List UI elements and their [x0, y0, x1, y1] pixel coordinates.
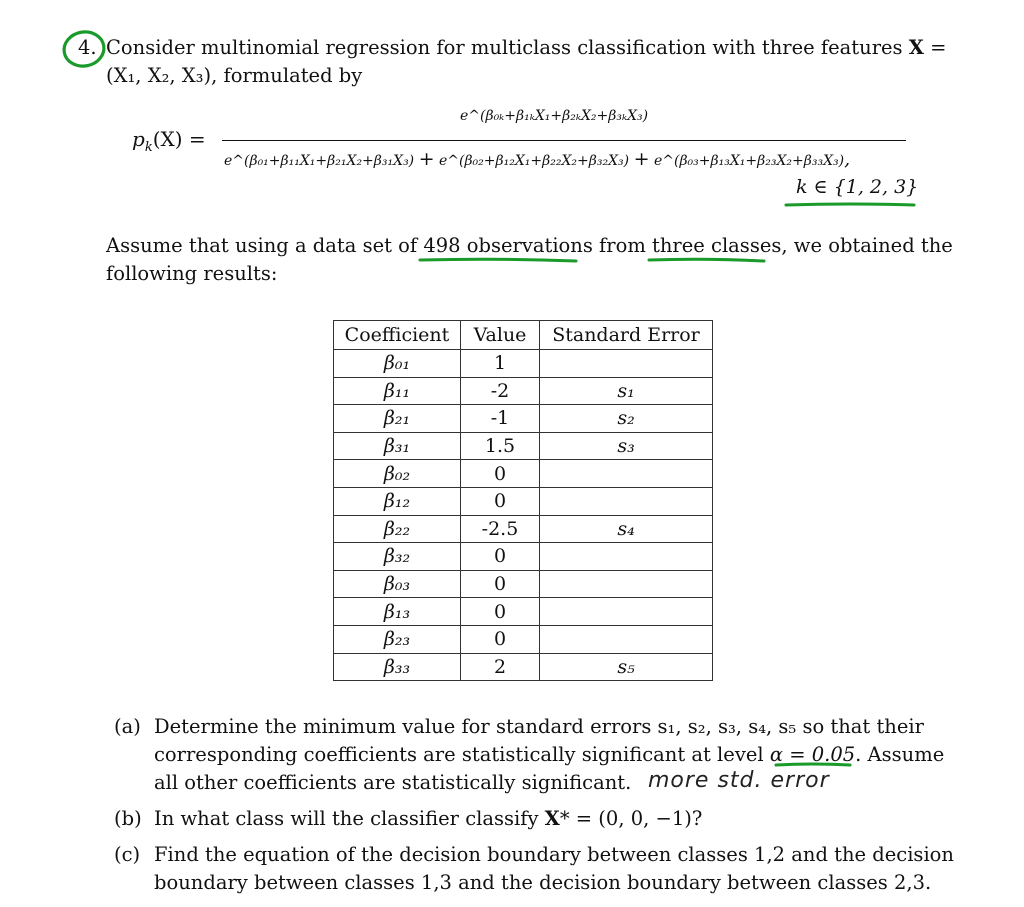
header-coefficient: Coefficient: [334, 321, 461, 350]
table-row: β₃₃ 2 s₅: [334, 653, 713, 681]
formula-denominator: e^(β₀₁+β₁₁X₁+β₂₁X₂+β₃₁X₃) + e^(β₀₂+β₁₂X₁+β₂₂X₂+β₃₂X₃) + e^(β₀₃+β₁₃X₁+β₂₃X₂+β₃₃X₃),: [224, 148, 851, 170]
table-row: β₂₁ -1 s₂: [334, 405, 713, 433]
handwritten-note: more std. error: [648, 768, 830, 793]
table-row: β₃₁ 1.5 s₃: [334, 432, 713, 460]
underline-classes-icon: [649, 259, 764, 261]
question-number: 4.: [78, 36, 97, 59]
table-row: β₁₂ 0: [334, 487, 713, 515]
underline-observations-icon: [420, 259, 576, 261]
formula-numerator: e^(β₀ₖ+β₁ₖX₁+β₂ₖX₂+β₃ₖX₃): [460, 108, 649, 124]
part-b: (b) In what class will the classifier classify X* = (0, 0, −1)?: [114, 807, 703, 830]
k-set: k ∈ {1, 2, 3}: [796, 176, 919, 198]
table-row: β₂₃ 0: [334, 625, 713, 653]
part-c: (c) Find the equation of the decision boundary between classes 1,2 and the decision boundary between classes 1,3 and the decision boundary between classes 2,3.: [114, 843, 954, 894]
table-row: β₀₃ 0: [334, 570, 713, 598]
header-standard-error: Standard Error: [540, 321, 713, 350]
table-row: β₀₁ 1: [334, 350, 713, 378]
observations-phrase: 498 observations: [423, 234, 593, 257]
classes-phrase: three classes: [652, 234, 782, 257]
alpha-level: α = 0.05: [769, 743, 856, 766]
question-intro: Consider multinomial regression for multiclass classification with three features X = (X₁, X₂, X₃), formulated by: [106, 36, 947, 87]
assumption-text: Assume that using a data set of 498 observations from three classes, we obtained the following results:: [106, 234, 953, 285]
table-row: β₁₁ -2 s₁: [334, 377, 713, 405]
underline-k-set-icon: [786, 204, 914, 205]
part-a: (a) Determine the minimum value for standard errors s₁, s₂, s₃, s₄, s₅ so that their corresponding coefficients are statistically significant at level α = 0.05. Assume all other coefficients are statistically significant.: [114, 715, 945, 794]
table-row: β₁₃ 0: [334, 598, 713, 626]
formula-lhs: $p_k(X)$ =: [132, 127, 206, 155]
table-row: β₃₂ 0: [334, 543, 713, 571]
header-value: Value: [461, 321, 540, 350]
table-row: β₂₂ -2.5 s₄: [334, 515, 713, 543]
table-row: β₀₂ 0: [334, 460, 713, 488]
underline-alpha-icon: [776, 764, 850, 765]
